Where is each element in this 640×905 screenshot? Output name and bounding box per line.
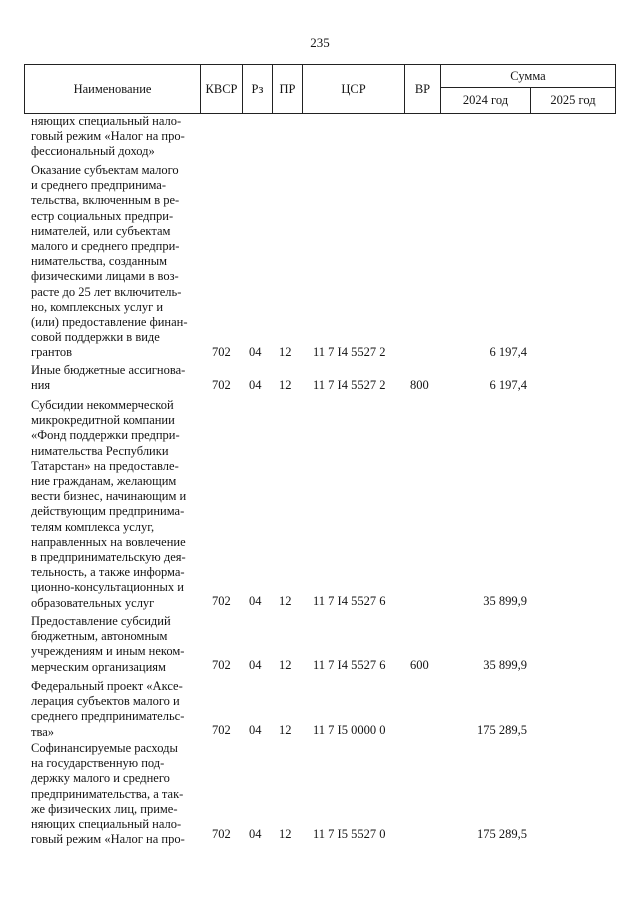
header-2024: 2024 год bbox=[441, 88, 531, 113]
row-rz: 04 bbox=[249, 378, 262, 392]
header-vr: ВР bbox=[405, 65, 441, 113]
row-kvsr: 702 bbox=[212, 378, 231, 392]
page-number: 235 bbox=[310, 35, 330, 50]
header-2025: 2025 год bbox=[550, 93, 596, 107]
row-rz: 04 bbox=[249, 658, 262, 672]
row-rz: 04 bbox=[249, 594, 262, 608]
row-pr: 12 bbox=[279, 658, 292, 672]
header-pr: ПР bbox=[273, 65, 303, 113]
header-kvsr: КВСР bbox=[201, 65, 243, 113]
row-sum-2024: 35 899,9 bbox=[483, 658, 527, 672]
row-name: Предоставление субсидий бюджетным, автономным учреждениям и иным неком- мерческим организациям bbox=[31, 614, 185, 674]
row-csr: 11 7 I4 5527 2 bbox=[313, 345, 386, 359]
row-sum-2024: 35 899,9 bbox=[483, 594, 527, 608]
row-kvsr: 702 bbox=[212, 345, 231, 359]
row-vr: 600 bbox=[410, 658, 429, 672]
row-name: няющих специальный нало- говый режим «Налог на про- фессиональный доход» bbox=[31, 114, 185, 159]
row-csr: 11 7 I4 5527 2 bbox=[313, 378, 386, 392]
header-csr: ЦСР bbox=[303, 65, 405, 113]
row-kvsr: 702 bbox=[212, 723, 231, 737]
row-pr: 12 bbox=[279, 723, 292, 737]
row-pr: 12 bbox=[279, 594, 292, 608]
row-name: Оказание субъектам малого и среднего предпринима- тельства, включенным в ре- естр социальных предпри- нимателей, или субъектам малого и среднего предпри- нимательства, созданным физическими лицами в воз- расте до 25 лет включитель- но, комплексных услуг и (или) предоставление финан- совой поддержки в виде грантов bbox=[31, 163, 188, 360]
row-name: Федеральный проект «Аксе- лерация субъектов малого и среднего предпринимательс- тва» bbox=[31, 679, 185, 739]
table-header bbox=[24, 64, 616, 114]
row-csr: 11 7 I5 0000 0 bbox=[313, 723, 386, 737]
row-name: Субсидии некоммерческой микрокредитной компании «Фонд поддержки предпри- нимательства Республики Татарстан» на предоставле- ние гражданам, желающим вести бизнес, начинающим и действующим предпринима- телям комплекса услуг, направленных на вовлечение в предпринимательскую дея- тельность, а также информа- ционно-консультационных и образовательных услуг bbox=[31, 398, 187, 610]
row-sum-2024: 6 197,4 bbox=[489, 345, 527, 359]
header-name: Наименование bbox=[25, 65, 201, 113]
row-rz: 04 bbox=[249, 723, 262, 737]
row-csr: 11 7 I4 5527 6 bbox=[313, 658, 386, 672]
row-pr: 12 bbox=[279, 378, 292, 392]
row-rz: 04 bbox=[249, 345, 262, 359]
row-kvsr: 702 bbox=[212, 594, 231, 608]
row-csr: 11 7 I4 5527 6 bbox=[313, 594, 386, 608]
row-name: Иные бюджетные ассигнова- ния bbox=[31, 363, 186, 393]
row-kvsr: 702 bbox=[212, 827, 231, 841]
row-sum-2024: 175 289,5 bbox=[477, 827, 527, 841]
row-name: Софинансируемые расходы на государственную под- держку малого и среднего предпринимательства, а так- же физических лиц, приме- няющих специальный нало- говый режим «Налог на про- bbox=[31, 741, 185, 847]
row-vr: 800 bbox=[410, 378, 429, 392]
row-kvsr: 702 bbox=[212, 658, 231, 672]
row-csr: 11 7 I5 5527 0 bbox=[313, 827, 386, 841]
header-rz: Рз bbox=[243, 65, 273, 113]
row-sum-2024: 6 197,4 bbox=[489, 378, 527, 392]
header-sum: Сумма bbox=[441, 65, 615, 88]
row-pr: 12 bbox=[279, 345, 292, 359]
row-pr: 12 bbox=[279, 827, 292, 841]
row-sum-2024: 175 289,5 bbox=[477, 723, 527, 737]
row-rz: 04 bbox=[249, 827, 262, 841]
